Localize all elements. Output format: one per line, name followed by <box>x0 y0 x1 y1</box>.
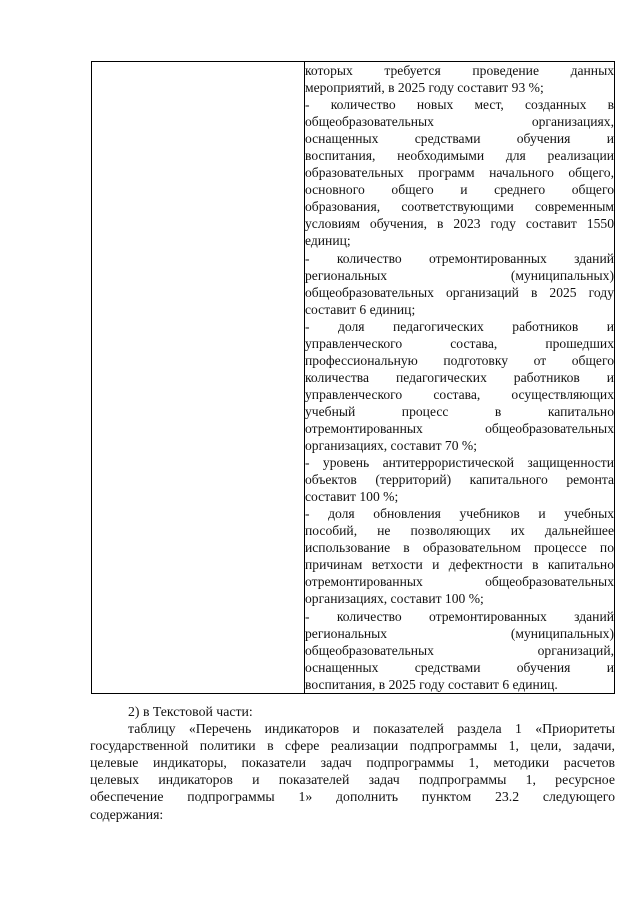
table-cell-line: условиям обучения, в 2023 году составит 1550 <box>305 216 614 232</box>
table-cell-line: - количество отремонтированных зданий <box>305 250 614 266</box>
table-cell-line: - количество отремонтированных зданий <box>305 608 614 624</box>
table-cell-line: учебный процесс в капитально <box>305 403 614 419</box>
table-cell-line: управленческого состава, прошедших <box>305 335 614 351</box>
table-left-cell <box>92 62 305 694</box>
table-cell-line: отремонтированных общеобразовательных <box>305 574 614 590</box>
table-cell-line: - уровень антитеррористической защищенности <box>305 455 614 471</box>
table-cell-line: объектов (территорий) капитального ремонта <box>305 472 614 488</box>
paragraph-line: обеспечение подпрограммы 1» дополнить пунктом 23.2 следующего <box>90 789 615 805</box>
section-heading-line: 2) в Текстовой части: <box>128 704 253 719</box>
table-cell-line: оснащенных средствами обучения и <box>305 659 614 675</box>
paragraph-line: государственной политики в сфере реализации подпрограммы 1, цели, задачи, <box>90 738 615 754</box>
table-cell-line: которых требуется проведение данных <box>305 63 614 78</box>
table-cell-line: образовательных программ начального общего, <box>305 165 614 181</box>
table-cell-line: причинам ветхости и дефектности в капитально <box>305 557 614 573</box>
table-cell-line: воспитания, в 2025 году составит 6 единиц. <box>305 676 558 692</box>
paragraph-line: целевых индикаторов и показателей задач подпрограммы 1, ресурсное <box>90 772 615 788</box>
table-cell-line: отремонтированных общеобразовательных <box>305 420 614 436</box>
table-cell-line: общеобразовательных организаций, <box>305 642 614 658</box>
table-cell-line: составит 100 %; <box>305 489 399 505</box>
table-row <box>92 62 615 694</box>
table-cell-line: общеобразовательных организаций в 2025 году <box>305 284 614 300</box>
table-cell-line: - доля обновления учебников и учебных <box>305 506 614 522</box>
table-cell-line: образования, соответствующими современным <box>305 199 614 215</box>
table-cell-line: - количество новых мест, созданных в <box>305 97 614 113</box>
table-cell-line: профессиональную подготовку от общего <box>305 352 614 368</box>
table-cell-line: единиц; <box>305 233 351 249</box>
table-cell-line: мероприятий, в 2025 году составит 93 %; <box>305 80 544 96</box>
table-cell-line: региональных (муниципальных) <box>305 625 614 641</box>
paragraph-line: таблицу «Перечень индикаторов и показателей раздела 1 «Приоритеты <box>128 721 615 737</box>
table-cell-line: - доля педагогических работников и <box>305 318 614 334</box>
table-right-cell <box>305 62 615 694</box>
paragraph-line: целевые индикаторы, показатели задач подпрограммы 1, методики расчетов <box>90 755 615 771</box>
table-cell-line: воспитания, необходимыми для реализации <box>305 148 614 164</box>
body-text <box>90 703 615 823</box>
table-cell-line: организациях, составит 70 %; <box>305 438 478 454</box>
indicators-table <box>91 61 615 694</box>
table-cell-line: общеобразовательных организациях, <box>305 114 614 130</box>
table-cell-line: оснащенных средствами обучения и <box>305 131 614 147</box>
table-cell-line: пособий, не позволяющих их дальнейшее <box>305 523 614 539</box>
table-cell-line: управленческого состава, осуществляющих <box>305 386 614 402</box>
table-cell-line: использование в образовательном процессе по <box>305 540 614 556</box>
table-cell-line: региональных (муниципальных) <box>305 267 614 283</box>
table-cell-line: основного общего и среднего общего <box>305 182 614 198</box>
table-cell-line: организациях, составит 100 %; <box>305 591 484 607</box>
table-cell-line: составит 6 единиц; <box>305 301 416 317</box>
paragraph-line: содержания: <box>90 806 164 822</box>
table-cell-line: количества педагогических работников и <box>305 369 614 385</box>
